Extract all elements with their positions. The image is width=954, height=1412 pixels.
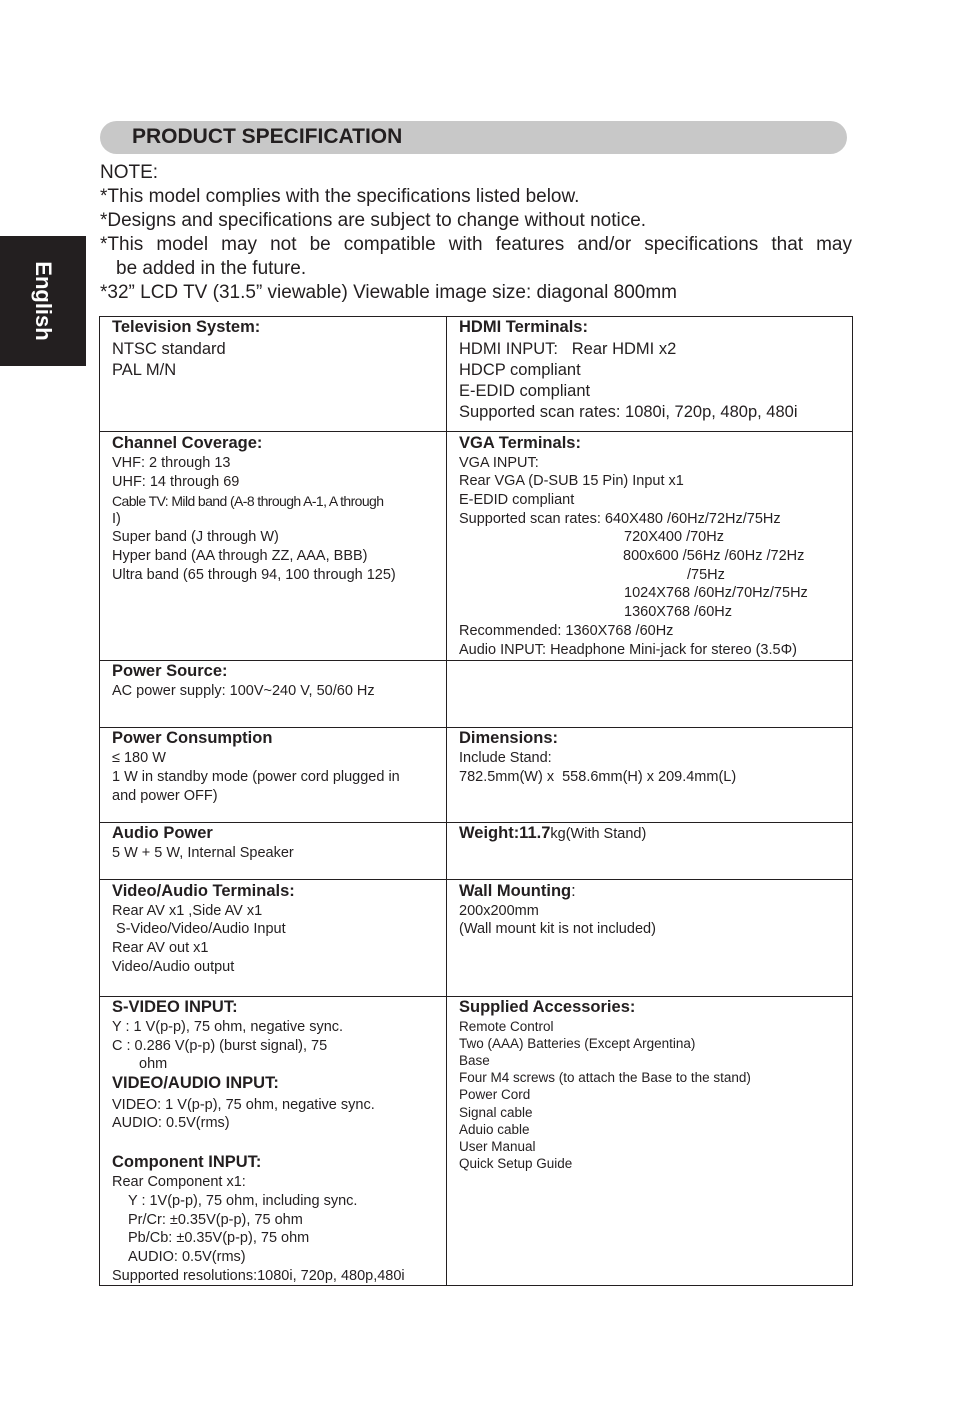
spec-line: Hyper band (AA through ZZ, AAA, BBB)	[112, 548, 368, 564]
accessory-item: Aduio cable	[459, 1122, 530, 1137]
spec-line: 1 W in standby mode (power cord plugged in	[112, 769, 400, 785]
note-line: *Designs and specifications are subject to change without notice.	[100, 210, 647, 231]
row-divider	[99, 431, 853, 432]
spec-line: 5 W + 5 W, Internal Speaker	[112, 845, 294, 861]
section-title-bar	[100, 121, 847, 154]
column-divider	[446, 316, 447, 1286]
spec-line: E-EDID compliant	[459, 382, 591, 400]
accessory-item: Quick Setup Guide	[459, 1156, 573, 1171]
note-line: *32” LCD TV (31.5” viewable) Viewable image size: diagonal 800mm	[100, 282, 677, 303]
note-line: *This model may not be compatible with features and/or specifications that may	[100, 234, 852, 255]
spec-line: Ultra band (65 through 94, 100 through 125)	[112, 567, 396, 583]
spec-line: Supported scan rates: 1080i, 720p, 480p, 480i	[459, 403, 798, 421]
spec-line: 720X400 /70Hz	[624, 529, 724, 545]
accessory-item: Base	[459, 1053, 490, 1068]
spec-line: 1360X768 /60Hz	[624, 604, 733, 620]
spec-line: HDMI INPUT: Rear HDMI x2	[459, 340, 677, 358]
spec-line: Cable TV: Mild band (A-8 through A-1, A through	[112, 493, 384, 509]
weight-unit: kg(With Stand)	[550, 826, 647, 842]
spec-line: Rear AV out x1	[112, 940, 209, 956]
spec-line: Supported resolutions:1080i, 720p, 480p,480i	[112, 1268, 405, 1284]
spec-heading: Dimensions:	[459, 729, 559, 747]
spec-line: Video/Audio output	[112, 959, 235, 975]
row-divider	[99, 996, 853, 997]
spec-line: Y : 1V(p-p), 75 ohm, including sync.	[128, 1193, 358, 1209]
spec-line: HDCP compliant	[459, 361, 581, 379]
spec-line: Include Stand:	[459, 750, 552, 766]
spec-line: AUDIO: 0.5V(rms)	[112, 1115, 230, 1131]
spec-line: Super band (J through W)	[112, 529, 279, 545]
spec-line: 782.5mm(W) x 558.6mm(H) x 209.4mm(L)	[459, 769, 737, 785]
spec-heading: Audio Power	[112, 824, 213, 842]
wall-mounting-label: Wall Mounting	[459, 882, 572, 900]
spec-line: and power OFF)	[112, 788, 218, 804]
spec-line: NTSC standard	[112, 340, 226, 358]
spec-line: E-EDID compliant	[459, 492, 575, 508]
row-divider	[99, 822, 853, 823]
spec-line: Supported scan rates: 640X480 /60Hz/72Hz/75Hz	[459, 511, 781, 527]
row-divider	[99, 660, 853, 661]
spec-heading: S-VIDEO INPUT:	[112, 998, 238, 1016]
spec-line: VIDEO: 1 V(p-p), 75 ohm, negative sync.	[112, 1097, 375, 1113]
spec-line: Pb/Cb: ±0.35V(p-p), 75 ohm	[128, 1230, 310, 1246]
spec-line: Rear Component x1:	[112, 1174, 246, 1190]
spec-line: ≤ 180 W	[112, 750, 166, 766]
spec-line: Rear VGA (D-SUB 15 Pin) Input x1	[459, 473, 684, 489]
spec-heading: Television System:	[112, 318, 261, 336]
language-tab-label: English	[31, 261, 56, 341]
spec-heading: Power Consumption	[112, 729, 273, 747]
spec-line: Rear AV x1 ,Side AV x1	[112, 903, 263, 919]
spec-line: C : 0.286 V(p-p) (burst signal), 75	[112, 1038, 328, 1054]
spec-heading: VGA Terminals:	[459, 434, 581, 452]
accessory-item: Remote Control	[459, 1019, 554, 1034]
note-heading: NOTE:	[100, 162, 159, 183]
spec-line: 1024X768 /60Hz/70Hz/75Hz	[624, 585, 808, 601]
spec-line: PAL M/N	[112, 361, 177, 379]
accessory-item: User Manual	[459, 1139, 536, 1154]
row-divider	[99, 727, 853, 728]
spec-line: VGA INPUT:	[459, 455, 539, 471]
spec-line: Recommended: 1360X768 /60Hz	[459, 623, 674, 639]
accessory-item: Two (AAA) Batteries (Except Argentina)	[459, 1036, 696, 1051]
spec-line: (Wall mount kit is not included)	[459, 921, 656, 937]
spec-line: 800x600 /56Hz /60Hz /72Hz	[623, 548, 805, 564]
spec-line: S-Video/Video/Audio Input	[112, 921, 286, 937]
spec-line: Y : 1 V(p-p), 75 ohm, negative sync.	[112, 1019, 344, 1035]
section-title: PRODUCT SPECIFICATION	[132, 125, 403, 148]
spec-line: I)	[112, 511, 121, 527]
spec-line: 200x200mm	[459, 903, 539, 919]
spec-line: AC power supply: 100V~240 V, 50/60 Hz	[112, 683, 375, 699]
spec-line: Pr/Cr: ±0.35V(p-p), 75 ohm	[128, 1212, 303, 1228]
spec-line: UHF: 14 through 69	[112, 474, 240, 490]
spec-heading	[459, 824, 646, 843]
spec-line: VHF: 2 through 13	[112, 455, 231, 471]
spec-heading: Video/Audio Terminals:	[112, 882, 295, 900]
spec-heading: Channel Coverage:	[112, 434, 263, 452]
spec-line: Audio INPUT: Headphone Mini-jack for stereo (3.5Φ)	[459, 642, 797, 658]
spec-heading: VIDEO/AUDIO INPUT:	[112, 1074, 279, 1092]
row-divider	[99, 879, 853, 880]
accessory-item: Signal cable	[459, 1105, 533, 1120]
spec-heading: Supplied Accessories:	[459, 998, 636, 1016]
note-line: be added in the future.	[116, 258, 307, 279]
spec-heading	[459, 882, 576, 901]
spec-line: ohm	[139, 1056, 168, 1072]
spec-line: /75Hz	[687, 567, 725, 583]
spec-line: AUDIO: 0.5V(rms)	[128, 1249, 246, 1265]
spec-heading: Component INPUT:	[112, 1153, 262, 1171]
language-tab[interactable]	[0, 236, 86, 366]
spec-heading: Power Source:	[112, 662, 228, 680]
accessory-item: Power Cord	[459, 1087, 531, 1102]
spec-heading: HDMI Terminals:	[459, 318, 588, 336]
accessory-item: Four M4 screws (to attach the Base to the stand)	[459, 1070, 751, 1085]
note-line: *This model complies with the specifications listed below.	[100, 186, 580, 207]
weight-label: Weight:11.7	[459, 824, 551, 842]
heading-colon: :	[571, 882, 576, 900]
